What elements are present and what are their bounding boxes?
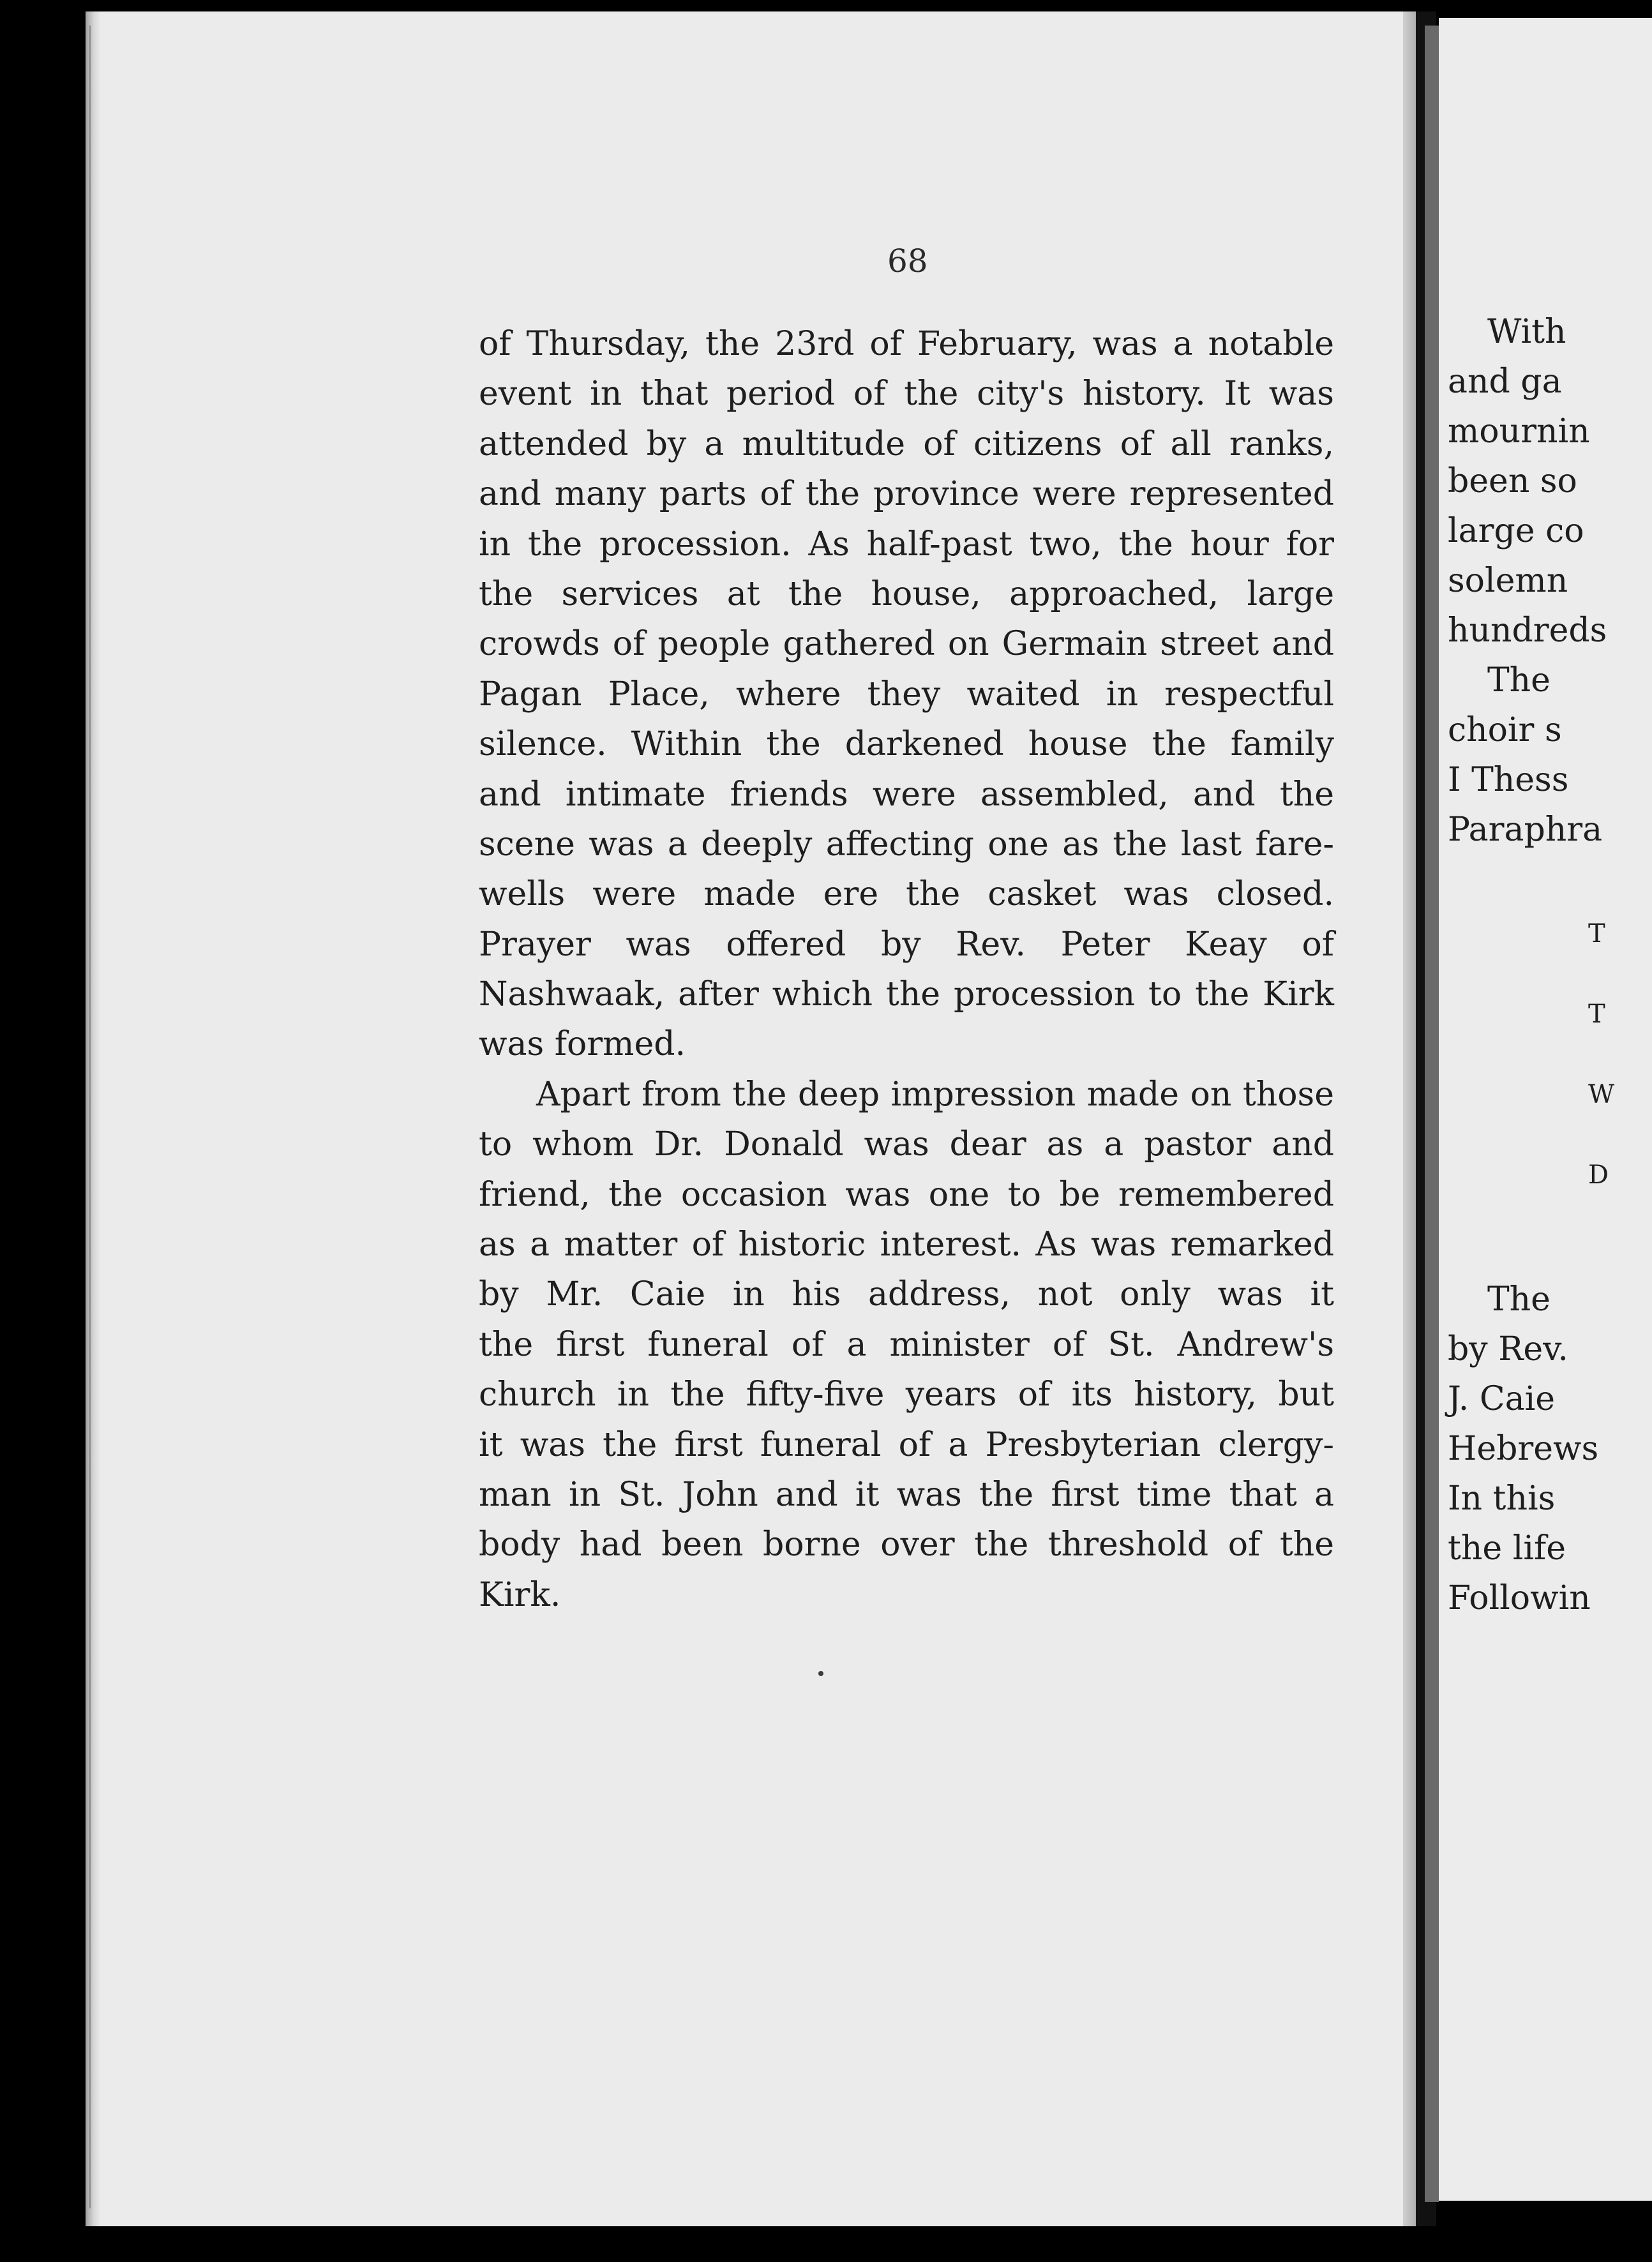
- text-line: Apart from the deep impression made on those: [536, 1075, 1334, 1114]
- right-text-fragment: I Thess: [1448, 761, 1569, 799]
- body-text: [479, 319, 1334, 1620]
- right-text-fragment: Paraphra: [1448, 811, 1603, 849]
- right-text-fragment: In this: [1448, 1479, 1556, 1518]
- text-line: and many parts of the province were represented: [479, 475, 1334, 514]
- right-text-fragment: T: [1588, 919, 1605, 948]
- right-text-fragment: The: [1487, 1280, 1551, 1319]
- text-line: silence. Within the darkened house the family: [479, 725, 1334, 764]
- right-text-fragment: mournin: [1448, 412, 1590, 451]
- right-text-fragment: J. Caie: [1448, 1380, 1556, 1418]
- text-line: the services at the house, approached, large: [479, 574, 1334, 613]
- text-line: and intimate friends were assembled, and the: [479, 775, 1334, 814]
- text-line: church in the fifty-five years of its history, but: [479, 1375, 1334, 1414]
- right-text-fragment: The: [1487, 661, 1551, 700]
- page-edge-line: [89, 26, 91, 2208]
- paragraph-2: [479, 1070, 1334, 1620]
- right-text-fragment: T: [1588, 1000, 1605, 1029]
- right-text-fragment: and ga: [1448, 363, 1562, 401]
- text-line: to whom Dr. Donald was dear as a pastor and: [479, 1125, 1334, 1164]
- right-text-fragment: large co: [1448, 512, 1584, 550]
- right-text-fragment: Hebrews: [1448, 1430, 1599, 1468]
- scan-border: [0, 0, 1652, 8]
- right-text-fragment: With: [1487, 313, 1566, 351]
- right-text-fragment: W: [1588, 1080, 1615, 1109]
- text-line: event in that period of the city's history. It was: [479, 375, 1334, 414]
- right-text-fragment: solemn: [1448, 562, 1568, 600]
- page-number: 68: [887, 243, 928, 280]
- text-line: Prayer was offered by Rev. Peter Keay of: [479, 925, 1334, 964]
- right-text-fragment: Followin: [1448, 1579, 1591, 1617]
- text-line: as a matter of historic interest. As was remarked: [479, 1225, 1334, 1264]
- right-text-fragment: hundreds: [1448, 611, 1607, 650]
- right-text-fragment: been so: [1448, 462, 1577, 500]
- text-line: of Thursday, the 23rd of February, was a notable: [479, 325, 1334, 363]
- right-page: [1439, 18, 1652, 2201]
- text-line: Kirk.: [479, 1575, 561, 1614]
- text-line: attended by a multitude of citizens of all ranks,: [479, 424, 1334, 463]
- text-line: crowds of people gathered on Germain street and: [479, 625, 1334, 664]
- text-line: by Mr. Caie in his address, not only was it: [479, 1275, 1334, 1314]
- right-text-fragment: choir s: [1448, 711, 1562, 749]
- right-page-edge: [1425, 26, 1439, 2202]
- right-text-fragment: by Rev.: [1448, 1330, 1568, 1368]
- text-line: Pagan Place, where they waited in respectful: [479, 675, 1334, 714]
- text-line: man in St. John and it was the first time that a: [479, 1475, 1334, 1514]
- right-text-fragment: the life: [1448, 1529, 1566, 1568]
- text-line: body had been borne over the threshold of the: [479, 1525, 1334, 1564]
- text-line: scene was a deeply affecting one as the last fare-: [479, 825, 1334, 864]
- paragraph-1: [479, 319, 1334, 1070]
- text-line: was formed.: [479, 1025, 686, 1064]
- text-line: Nashwaak, after which the procession to the Kirk: [479, 975, 1334, 1014]
- text-line: wells were made ere the casket was closed.: [479, 875, 1334, 914]
- text-line: the first funeral of a minister of St. Andrew's: [479, 1325, 1334, 1364]
- left-page-edge: [86, 11, 101, 2226]
- text-line: in the procession. As half-past two, the hour for: [479, 525, 1334, 564]
- right-text-fragment: D: [1588, 1160, 1609, 1190]
- text-line: friend, the occasion was one to be remembered: [479, 1175, 1334, 1214]
- ink-dot: [818, 1671, 823, 1676]
- text-line: it was the first funeral of a Presbyterian clergy-: [479, 1425, 1334, 1464]
